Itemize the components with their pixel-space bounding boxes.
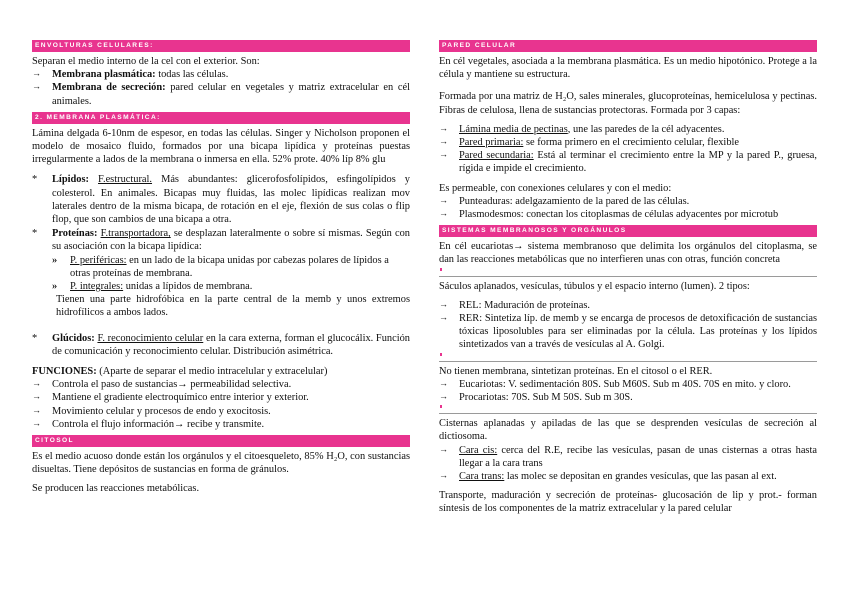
arrow-icon: → [439,470,448,481]
subitem-integrales: » P. integrales: unidas a lípidos de membrana. [52,281,253,293]
funciones-heading: FUNCIONES: (Aparte de separar el medio intracelular y extracelular) [32,366,328,378]
arrow-icon: → [439,443,448,454]
divider-rule [439,276,817,277]
subitem-perifericas: » P. periféricas: en un lado de la bicapa unidas por cabezas polares de lípidos a otras proteínas de membrana. [52,254,389,279]
divider [439,352,817,359]
lipidos-item: * Lípidos: F.estructural. Más abundantes: glicerofosfolípidos, esfingolípidos y colesterol. En animales. Bicapas muy fluidas, las molec lipídicas realizan mov laterales dentro de la misma bicapa, de rotación en el eje, flexión de sus colas o flip flop, que son cambios de una bicapa a otra. [32,174,410,226]
arrow-icon: → [32,378,41,389]
list-item: → Pared secundaria: Está al terminar el crecimiento entre la MP y la pared P., gruesa, rígida e impide el crecimiento. [439,149,817,175]
divider [439,267,817,274]
divider [439,404,817,411]
list-item: → RER: Sintetiza líp. de memb y se encarga de procesos de detoxificación de sustancias tóxicas liposolubles para ser eliminadas por la célula. Las proteínas y los lípidos sintetizados van a través de vesículas al A. Golgi. [439,312,817,351]
section-header-pared: PARED CELULAR [439,40,817,52]
right-column [439,40,817,516]
list-item: → Pared primaria: se forma primero en el crecimiento celular, flexible [439,136,740,149]
envolturas-intro: Separan el medio interno de la cel con el exterior. Son: [32,56,260,67]
citosol-p1: Es el medio acuoso donde están los orgánulos y el citoesqueleto, 85% H₂O, con sustancias disueltas. Tiene depósitos de sustancias en forma de gránulos. [32,451,410,476]
list-item: → Membrana plasmática: todas las células. [32,68,229,81]
arrow-icon: → [32,68,41,79]
proteinas-item: * Proteínas: F.transportadora, se desplazan lateralmente o sobre sí mismas. Según con su asociación con la bicapa lipídica: [32,228,410,253]
arrow-icon: → [439,136,448,147]
section-header-membrana: 2. MEMBRANA PLASMÁTICA: [32,112,410,124]
list-item: → Eucariotas: V. sedimentación 80S. Sub M60S. Sub m 40S. 70S en mito. y cloro. [439,377,791,390]
arrow-icon: → [439,377,448,388]
list-item: → Procariotas: 70S. Sub M 50S. Sub m 30S. [439,391,633,404]
arrow-icon: → [439,208,448,219]
arrow-icon: → [439,312,448,323]
golgi-intro: Cisternas aplanadas y apiladas de las que se desprenden vesículas de secreción al dictiosoma. [439,418,817,443]
list-item: → Mantiene el gradiente electroquímico entre interior y exterior. [32,391,309,404]
asterisk-icon: * [32,228,38,240]
re-intro: Sáculos aplanados, vesículas, túbulos y el espacio interno (lumen). 2 tipos: [439,280,750,292]
double-chevron-icon: » [52,254,58,266]
double-chevron-icon: » [52,281,58,293]
list-item: → Controla el paso de sustancias→ permeabilidad selectiva. [32,378,292,391]
list-item: → Cara cis: cerca del R.E, recibe las vesículas, pasan de unas cisternas a otras hasta llegar a la cara trans [439,443,817,469]
section-header-envolturas: ENVOLTURAS CELULARES: [32,40,410,52]
arrow-icon: → [32,391,41,402]
list-item: → Punteaduras: adelgazamiento de la pared de las células. [439,194,690,207]
proteinas-note: Tienen una parte hidrofóbica en la parte central de la memb y unos extremos hidrofílicos a ambos lados. [56,294,410,319]
sistemas-intro: En cél eucariotas→ sistema membranoso que delimita los orgánulos del citoplasma, se dan las reacciones metabólicas que no interfieren unas con otras, función concreta [439,241,817,266]
arrow-icon: → [32,81,41,92]
arrow-icon: → [439,149,448,160]
list-item: → Controla el flujo información→ recibe y transmite. [32,417,265,430]
membrana-intro: Lámina delgada 6-10nm de espesor, en todas las células. Singer y Nicholson proponen el modelo de mosaico fluido, formados por una bicapa lipídica y proteínas puestas irregularmente a lados de la membrana o inmersa en ella. 52% prote. 40% líp 8% glu [32,127,410,166]
list-item: → Membrana de secreción: pared celular en vegetales y matriz extracelular en cél animales. [32,81,410,107]
list-item: → Lámina media de pectinas, une las paredes de la cél adyacentes. [439,122,725,135]
asterisk-icon: * [32,332,38,344]
list-item: → Movimiento celular y procesos de endo y exocitosis. [32,404,271,417]
arrow-icon: → [439,298,448,309]
pared-p3: Es permeable, con conexiones celulares y con el medio: [439,182,672,194]
pared-p1: En cél vegetales, asociada a la membrana plasmática. Es un medio hipotónico. Protege a la célula y mantiene su estructura. [439,56,817,81]
list-item: → Cara trans: las molec se depositan en grandes vesículas, que las pasan al ext. [439,470,777,483]
ribo-intro: No tienen membrana, sintetizan proteínas. En el citosol o el RER. [439,365,713,377]
arrow-icon: → [32,417,41,428]
section-header-sistemas: SISTEMAS MEMBRANOSOS Y ORGÁNULOS [439,225,817,237]
list-item: → Plasmodesmos: conectan los citoplasmas de células adyacentes por microtub [439,208,779,221]
asterisk-icon: * [32,174,38,186]
arrow-icon: → [32,404,41,415]
left-column [32,40,410,496]
glucidos-item: * Glúcidos: F. reconocimiento celular en la cara externa, forman el glucocálix. Función de comunicación y reconocimiento celular. Distribución asimétrica. [32,332,410,357]
arrow-icon: → [439,391,448,402]
pared-p2: Formada por una matriz de H₂O, sales minerales, glucoproteínas, hemicelulosa y pectinas. Fibras de celulosa, llena de sustancias protectoras. Formada por 3 capas: [439,91,817,116]
divider-rule [439,413,817,414]
arrow-icon: → [439,122,448,133]
divider-rule [439,361,817,362]
sistemas-outro: Transporte, maduración y secreción de proteínas- glucosación de lip y prot.- forman síntesis de los componentes de la matriz extracelular y la pared celular [439,490,817,515]
arrow-icon: → [439,194,448,205]
section-header-citosol: CITOSOL [32,435,410,447]
list-item: → REL: Maduración de proteínas. [439,298,590,311]
citosol-p2: Se producen las reacciones metabólicas. [32,483,200,495]
